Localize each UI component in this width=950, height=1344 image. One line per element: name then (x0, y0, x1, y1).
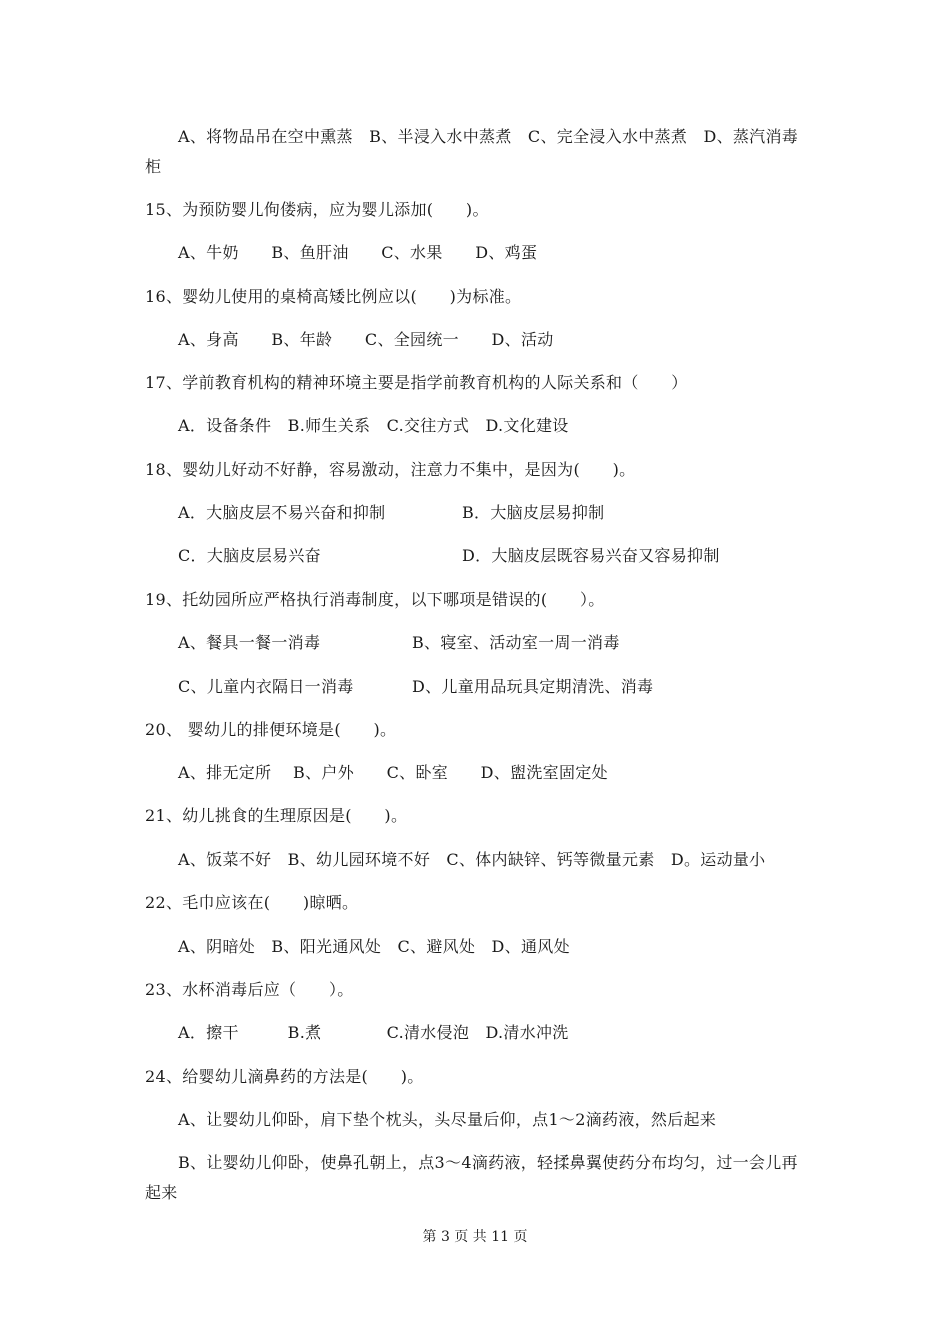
question-22-options: A、阴暗处 B、阳光通风处 C、避风处 D、通风处 (178, 937, 570, 956)
question-18-option-c: C．大脑皮层易兴奋 (178, 546, 321, 565)
question-20: 20、 婴幼儿的排便环境是( )。 (145, 720, 397, 739)
question-19: 19、托幼园所应严格执行消毒制度，以下哪项是错误的( ）。 (145, 590, 605, 609)
page-number-footer: 第 3 页 共 11 页 (422, 1229, 528, 1245)
question-18-option-d: D．大脑皮层既容易兴奋又容易抑制 (462, 546, 720, 565)
question-21: 21、幼儿挑食的生理原因是( )。 (145, 806, 408, 825)
question-23: 23、水杯消毒后应（ ）。 (145, 980, 354, 999)
question-16-options: A、身高 B、年龄 C、全园统一 D、活动 (178, 330, 554, 349)
question-15-options: A、牛奶 B、鱼肝油 C、水果 D、鸡蛋 (178, 243, 538, 262)
question-18-option-a: A．大脑皮层不易兴奋和抑制 (178, 503, 386, 522)
question-15: 15、为预防婴儿佝偻病，应为婴儿添加( )。 (145, 200, 489, 219)
question-18: 18、婴幼儿好动不好静，容易激动，注意力不集中，是因为( )。 (145, 460, 636, 479)
question-22: 22、毛巾应该在( )晾晒。 (145, 893, 359, 912)
question-17: 17、学前教育机构的精神环境主要是指学前教育机构的人际关系和（ ） (145, 373, 688, 392)
question-19-option-c: C、儿童内衣隔日一消毒 (178, 677, 354, 696)
question-18-option-b: B．大脑皮层易抑制 (462, 503, 605, 522)
question-19-option-a: A、餐具一餐一消毒 (178, 633, 321, 652)
question-24: 24、给婴幼儿滴鼻药的方法是( )。 (145, 1067, 424, 1086)
question-20-options: A、排无定所 B、户外 C、卧室 D、盥洗室固定处 (178, 763, 608, 782)
question-19-option-b: B、寝室、活动室一周一消毒 (412, 633, 620, 652)
question-21-options: A、饭菜不好 B、幼儿园环境不好 C、体内缺锌、钙等微量元素 D。运动量小 (178, 850, 766, 869)
question-17-options: A．设备条件 B.师生关系 C.交往方式 D.文化建设 (178, 416, 569, 435)
question-24-option-b-continuation: 起来 (145, 1183, 178, 1202)
question-24-option-b: B、让婴幼儿仰卧，使鼻孔朝上，点3～4滴药液，轻揉鼻翼使药分布均匀，过一会儿再 (178, 1153, 798, 1172)
question-19-option-d: D、儿童用品玩具定期清洗、消毒 (412, 677, 654, 696)
question-24-option-a: A、让婴幼儿仰卧，肩下垫个枕头，头尽量后仰，点1～2滴药液，然后起来 (178, 1110, 717, 1129)
q14-options-line: A、将物品吊在空中熏蒸 B、半浸入水中蒸煮 C、完全浸入水中蒸煮 D、蒸汽消毒 (178, 127, 799, 146)
question-16: 16、婴幼儿使用的桌椅高矮比例应以( )为标准。 (145, 287, 522, 306)
question-23-options: A．擦干 B.煮 C.清水侵泡 D.清水冲洗 (178, 1023, 569, 1042)
q14-options-continuation: 柜 (145, 157, 162, 176)
